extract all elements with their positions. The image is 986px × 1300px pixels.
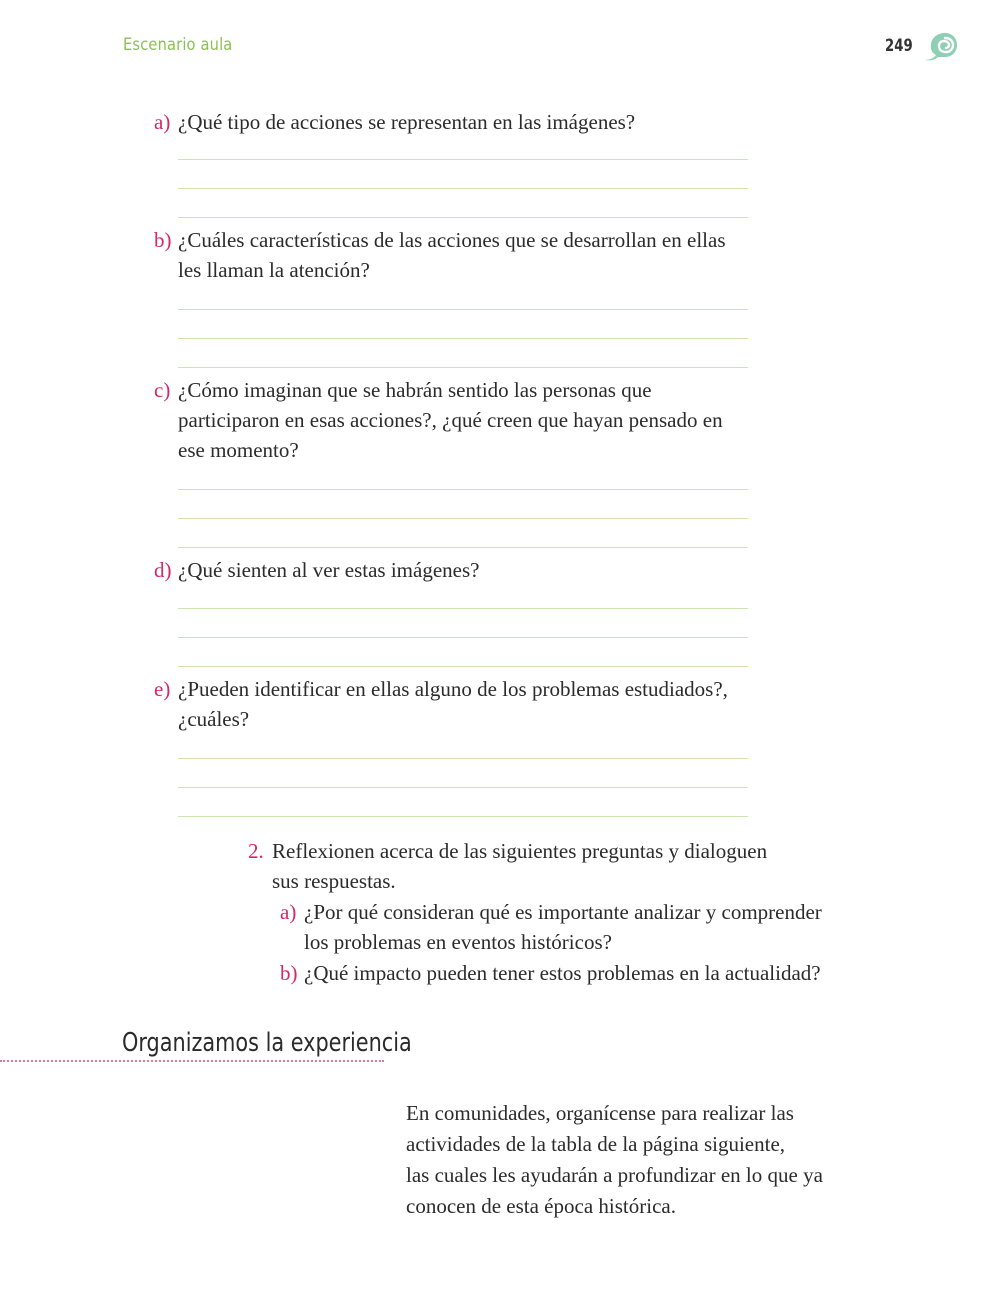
answer-line[interactable] [178,217,748,218]
answer-line[interactable] [178,338,748,339]
answer-line[interactable] [178,758,748,759]
answer-line[interactable] [178,547,748,548]
paragraph-line: actividades de la tabla de la página siguiente, [406,1132,786,1156]
answer-line[interactable] [178,637,748,638]
item-text [272,836,832,896]
question-text [178,375,758,465]
question-letter: e) [154,677,171,701]
snail-icon [922,31,958,63]
item-line: Reflexionen acerca de las siguientes preguntas y dialoguen [272,839,768,863]
answer-line[interactable] [178,608,748,609]
question-line: ¿Cómo imaginan que se habrán sentido las personas que [178,378,652,402]
question-letter: c) [154,378,171,402]
section-label: Escenario aula [123,35,233,55]
question-letter: d) [154,558,172,582]
section-title: Organizamos la experiencia [122,1028,412,1058]
answer-line[interactable] [178,159,748,160]
answer-line[interactable] [178,367,748,368]
question-text [178,107,758,137]
answer-line[interactable] [178,309,748,310]
question-text [178,674,758,734]
question-line: ¿Pueden identificar en ellas alguno de los problemas estudiados?, [178,677,728,701]
subquestion-line: ¿Qué impacto pueden tener estos problemas en la actualidad? [304,961,821,985]
question-line: participaron en esas acciones?, ¿qué creen que hayan pensado en [178,408,723,432]
subquestion-line: ¿Por qué consideran qué es importante analizar y comprender [304,900,822,924]
paragraph-line: En comunidades, organícense para realizar las [406,1101,794,1125]
item-number: 2. [248,839,264,863]
question-letter: a) [154,110,171,134]
question-line: ¿Cuáles características de las acciones que se desarrollan en ellas [178,228,726,252]
question-line: ¿Qué sienten al ver estas imágenes? [178,558,480,582]
answer-line[interactable] [178,816,748,817]
subquestion-text [304,958,864,988]
question-text [178,555,758,585]
answer-line[interactable] [178,787,748,788]
subquestion-letter: b) [280,961,298,985]
item-line: sus respuestas. [272,869,396,893]
answer-line[interactable] [178,666,748,667]
answer-line[interactable] [178,489,748,490]
section-divider [0,1060,384,1062]
subquestion-line: los problemas en eventos históricos? [304,930,612,954]
question-line: ese momento? [178,438,299,462]
section-paragraph [406,1098,846,1222]
paragraph-line: las cuales les ayudarán a profundizar en lo que ya [406,1163,823,1187]
subquestion-letter: a) [280,900,297,924]
paragraph-line: conocen de esta época histórica. [406,1194,676,1218]
answer-line[interactable] [178,518,748,519]
question-line: les llaman la atención? [178,258,370,282]
subquestion-text [304,897,864,957]
page-number: 249 [885,36,913,56]
question-line: ¿cuáles? [178,707,250,731]
question-letter: b) [154,228,172,252]
answer-line[interactable] [178,188,748,189]
question-line: ¿Qué tipo de acciones se representan en las imágenes? [178,110,636,134]
question-text [178,225,758,285]
